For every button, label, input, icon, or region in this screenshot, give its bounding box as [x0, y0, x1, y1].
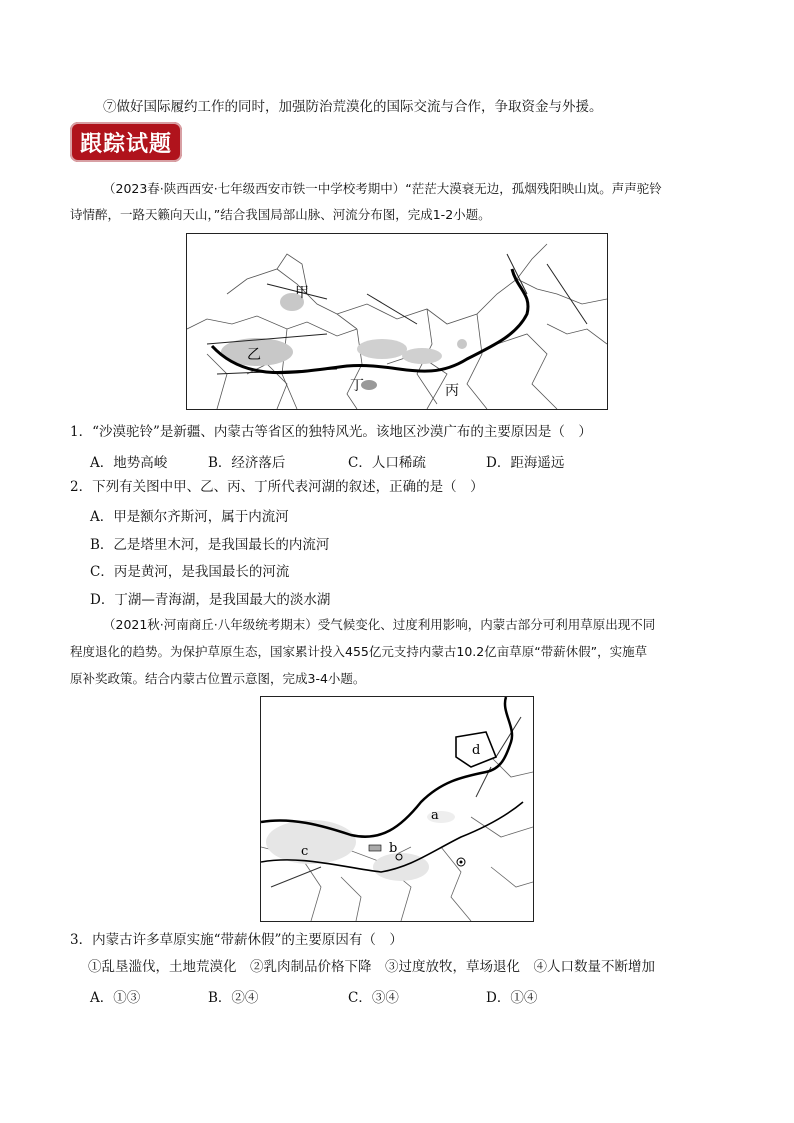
q3-option-a[interactable]: A．①③ [90, 990, 141, 1006]
label-a: a [431, 808, 439, 823]
q2-option-b[interactable]: B．乙是塔里木河，是我国最长的内流河 [90, 537, 330, 553]
boundaries [187, 244, 607, 409]
label-c: c [301, 844, 309, 859]
q2-stem: 2．下列有关图中甲、乙、丙、丁所代表河湖的叙述，正确的是（ ） [70, 479, 484, 495]
intro-line: ⑦做好国际履约工作的同时，加强防治荒漠化的国际交流与合作，争取资金与外援。 [103, 99, 603, 115]
q1-option-a[interactable]: A．地势高峻 [90, 455, 168, 471]
map1-svg [187, 234, 607, 409]
label-ding: 丁 [350, 378, 364, 394]
q3-stem: 3．内蒙古许多草原实施“带薪休假”的主要原因有（ ） [70, 932, 403, 948]
label-d: d [472, 743, 481, 758]
q1-option-d[interactable]: D．距海遥远 [486, 455, 565, 471]
q1-stem: 1．“沙漠驼铃”是新疆、内蒙古等省区的独特风光。该地区沙漠广布的主要原因是（ ） [70, 424, 592, 440]
inner-mongolia-location-map [260, 696, 534, 922]
q1-option-b[interactable]: B．经济落后 [208, 455, 286, 471]
q3-option-b[interactable]: B．②④ [208, 990, 259, 1006]
q3-statements: ①乱垦滥伐，土地荒漠化 ②乳肉制品价格下降 ③过度放牧，草场退化 ④人口数量不断增加 [88, 959, 655, 975]
label-b: b [389, 841, 398, 856]
q2-option-a[interactable]: A．甲是额尔齐斯河，属于内流河 [90, 509, 289, 525]
passage1-line2: 诗情醉，一路天籁向天山，”结合我国局部山脉、河流分布图，完成1-2小题。 [70, 207, 491, 222]
q2-option-d[interactable]: D．丁湖—青海湖，是我国最大的淡水湖 [90, 592, 331, 608]
passage2-line3: 原补奖政策。结合内蒙古位置示意图，完成3-4小题。 [70, 671, 366, 686]
map2-svg [261, 697, 533, 921]
china-mountains-rivers-map [186, 233, 608, 410]
section-badge: 跟踪试题 [70, 122, 182, 162]
q3-option-d[interactable]: D．①④ [486, 990, 538, 1006]
q3-option-c[interactable]: C．③④ [348, 990, 399, 1006]
q2-option-c[interactable]: C．丙是黄河，是我国最长的河流 [90, 564, 290, 580]
passage2-line2: 程度退化的趋势。为保护草原生态，国家累计投入455亿元支持内蒙古10.2亿亩草原“带薪休假”，实施草 [70, 644, 648, 659]
lake-b-shape [369, 845, 381, 851]
q1-option-c[interactable]: C．人口稀疏 [348, 455, 426, 471]
passage1-line1: （2023春·陕西西安·七年级西安市铁一中学校考期中）“茫茫大漠衰无边，孤烟残阳映山岚。声声驼铃 [103, 181, 662, 196]
label-bing: 丙 [445, 383, 459, 399]
capital-dot [460, 861, 463, 864]
inner-mongolia-boundary [261, 697, 512, 837]
passage2-line1: （2021秋·河南商丘·八年级统考期末）受气候变化、过度利用影响，内蒙古部分可利用草原出现不同 [103, 617, 656, 632]
label-yi: 乙 [247, 347, 261, 363]
label-jia: 甲 [295, 285, 309, 301]
